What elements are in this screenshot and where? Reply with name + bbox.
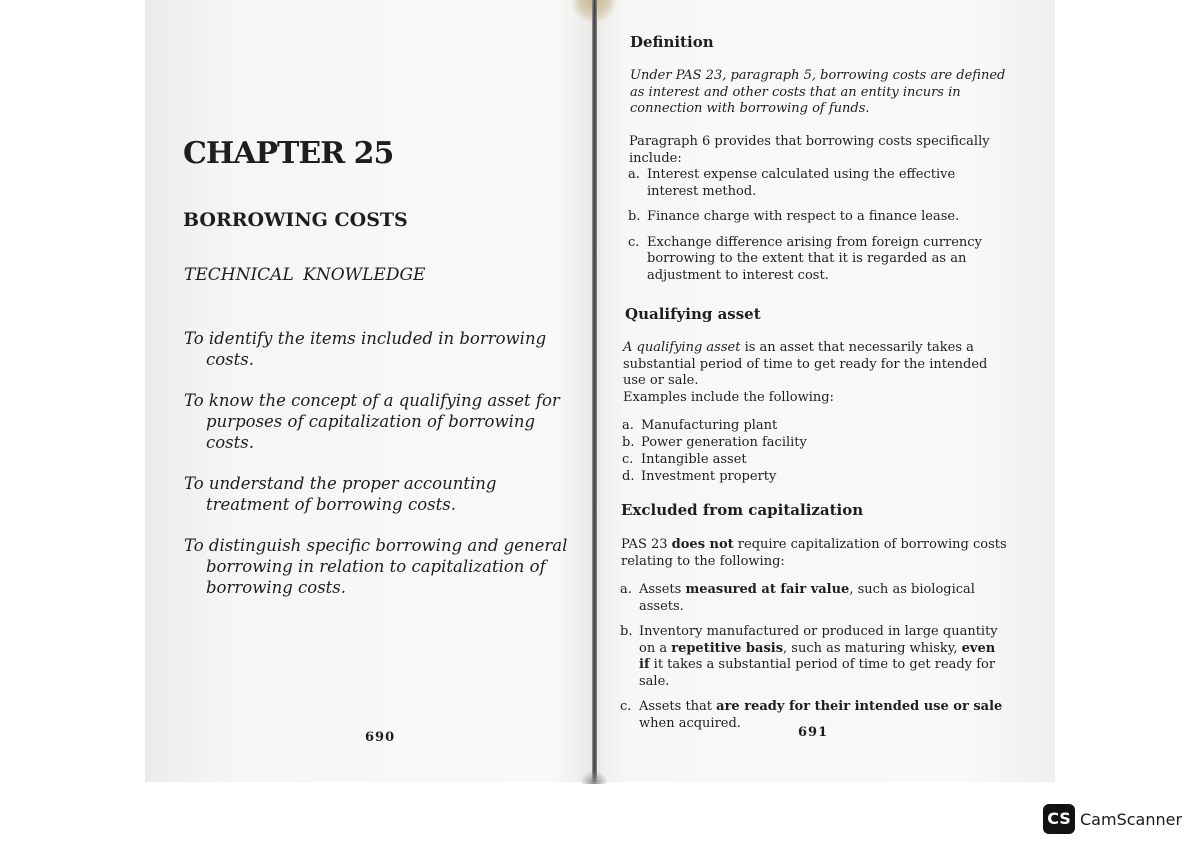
definition-heading: Definition — [630, 33, 714, 51]
qualifying-asset-definition — [623, 340, 1011, 390]
list-marker: b. — [620, 624, 633, 639]
excluded-list — [620, 582, 1010, 741]
list-marker: c. — [622, 452, 634, 467]
list-item — [622, 417, 922, 434]
list-item-text: Finance charge with respect to a finance lease. — [647, 209, 960, 224]
list-marker: a. — [622, 418, 634, 433]
list-item-emphasis: measured at fair value — [685, 582, 850, 597]
excluded-intro-emphasis: does not — [671, 537, 734, 552]
list-marker: c. — [620, 699, 632, 714]
list-marker: b. — [628, 209, 641, 224]
list-item — [628, 235, 1010, 285]
list-item — [622, 451, 922, 468]
qualifying-asset-text: is an asset that necessarily takes a substantial period of time to get ready for the intended use or sale. — [623, 340, 988, 388]
list-item-text: Exchange difference arising from foreign currency borrowing to the extent that it is regarded as an adjustment to interest cost. — [647, 234, 982, 283]
list-item-text: Assets — [639, 582, 686, 597]
list-item-text: Investment property — [641, 469, 777, 484]
excluded-intro-text: require capitalization of borrowing costs relating to the following: — [621, 537, 1007, 569]
list-item-text: Power generation facility — [641, 435, 807, 450]
list-item-text: it takes a substantial period of time to get ready for sale. — [639, 657, 996, 689]
list-item-emphasis: repetitive basis — [671, 640, 784, 656]
camscanner-watermark-text: CamScanner — [1080, 810, 1183, 829]
list-marker: b. — [622, 435, 635, 450]
definition-text: Under PAS 23, paragraph 5, borrowing costs are defined as interest and other costs that an entity incurs in connection with borrowing of funds. — [630, 68, 1006, 116]
chapter-title: CHAPTER 25 — [183, 136, 394, 171]
list-marker: c. — [628, 234, 640, 250]
qualifying-asset-term: A qualifying asset — [623, 340, 741, 355]
list-item — [622, 434, 922, 451]
examples-list — [622, 417, 922, 485]
objective-item: To understand the proper accounting treatment of borrowing costs. — [184, 474, 497, 514]
objective-item: To distinguish specific borrowing and general borrowing in relation to capitalization of borrowing costs. — [184, 536, 568, 597]
excluded-heading: Excluded from capitalization — [621, 501, 864, 519]
page-number-right: 691 — [798, 725, 829, 740]
book-spine — [592, 0, 597, 782]
list-item-text: when acquired. — [639, 715, 741, 731]
list-item-emphasis: even if — [639, 640, 996, 672]
list-item — [628, 167, 1010, 200]
list-item-text: Manufacturing plant — [641, 418, 778, 433]
section-heading-technical-knowledge: TECHNICAL KNOWLEDGE — [184, 265, 426, 285]
qualifying-asset-heading: Qualifying asset — [625, 305, 761, 323]
list-item-emphasis: are ready for their intended use or sale — [716, 699, 1003, 714]
borrowing-costs-list — [628, 167, 1010, 293]
list-item — [628, 209, 1010, 226]
list-marker: a. — [620, 582, 632, 597]
excluded-intro-text: PAS 23 — [621, 537, 672, 552]
list-marker: d. — [622, 469, 635, 484]
list-item-text: Intangible asset — [641, 452, 747, 467]
learning-objectives — [184, 328, 569, 618]
objective-item: To know the concept of a qualifying asset for purposes of capitalization of borrowing costs. — [184, 391, 560, 452]
examples-intro: Examples include the following: — [623, 390, 834, 405]
list-item — [620, 582, 1010, 615]
chapter-subtitle: BORROWING COSTS — [183, 209, 408, 231]
list-item — [620, 624, 1010, 690]
excluded-intro — [621, 537, 1011, 570]
objective-item: To identify the items included in borrowing costs. — [184, 329, 547, 369]
camscanner-logo-icon: CS — [1043, 804, 1075, 834]
list-item-text: Interest expense calculated using the effective interest method. — [647, 167, 956, 199]
list-item-text: Inventory manufactured or produced in large quantity on a — [639, 624, 998, 656]
paragraph-6-intro: Paragraph 6 provides that borrowing costs specifically include: — [629, 134, 990, 166]
list-item-text: , such as biological assets. — [639, 582, 975, 614]
page-number-left: 690 — [365, 730, 396, 745]
list-item — [622, 468, 922, 485]
book-spine-bottom-shadow — [580, 770, 608, 784]
list-marker: a. — [628, 167, 640, 182]
list-item-text: , such as maturing whisky, — [783, 640, 962, 656]
list-item-text: Assets that — [639, 699, 717, 714]
